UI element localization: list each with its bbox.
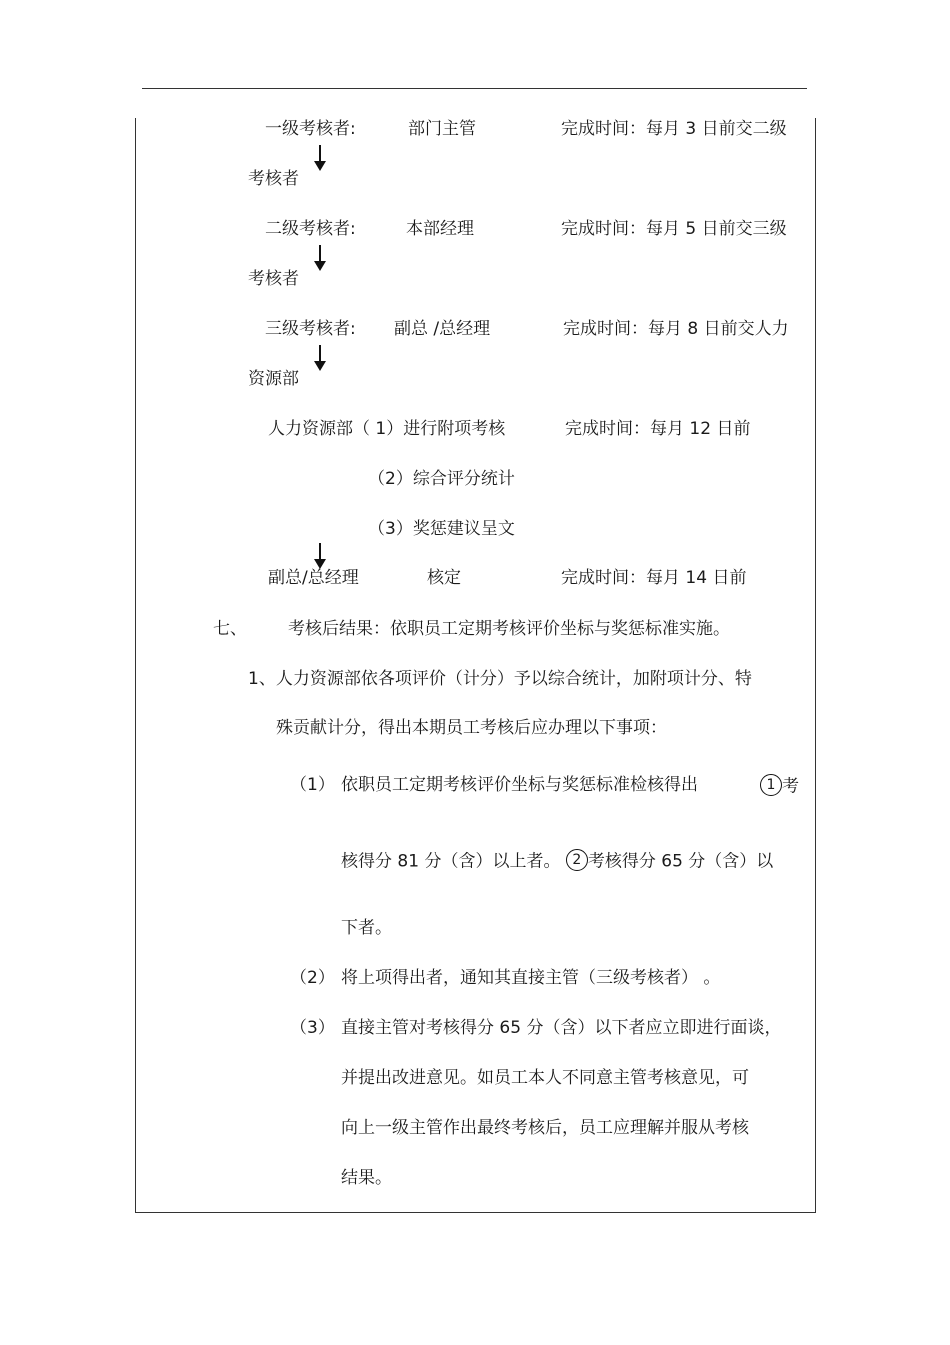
final-time: 完成时间：每月 14 日前 — [561, 568, 747, 588]
item-line: 核得分 81 分（含）以上者。 2 考核得分 65 分（含）以 — [341, 852, 773, 871]
final-role: 核定 — [427, 568, 461, 588]
level2-role: 本部经理 — [406, 219, 474, 239]
paragraph-line: 殊贡献计分，得出本期员工考核后应办理以下事项： — [276, 718, 667, 738]
frame-right-border — [815, 118, 816, 1213]
top-rule — [142, 88, 807, 89]
item-line: 结果。 — [341, 1168, 392, 1188]
circled-number: 1 — [760, 774, 782, 796]
hr-item-3: （3）奖惩建议呈文 — [368, 519, 515, 539]
item-line: 直接主管对考核得分 65 分（含）以下者应立即进行面谈， — [341, 1018, 782, 1038]
down-arrow-icon — [314, 145, 326, 171]
level1-time: 完成时间：每月 3 日前交二级 — [561, 119, 787, 139]
item-line-tail: 1 考 — [760, 777, 799, 796]
hr-label: 人力资源部（ 1）进行附项考核 — [268, 419, 506, 439]
item-number: （2） — [290, 968, 335, 988]
final-label: 副总/总经理 — [268, 568, 359, 588]
down-arrow-icon — [314, 345, 326, 371]
hr-time: 完成时间：每月 12 日前 — [565, 419, 751, 439]
level1-role: 部门主管 — [408, 119, 476, 139]
section-number: 七、 — [213, 619, 247, 639]
circled-number: 2 — [566, 849, 588, 871]
level1-wrap: 考核者 — [248, 169, 299, 189]
down-arrow-icon — [314, 543, 326, 569]
item-line: 将上项得出者，通知其直接主管（三级考核者） 。 — [341, 968, 721, 988]
section-heading: 考核后结果：依职员工定期考核评价坐标与奖惩标准实施。 — [288, 619, 730, 639]
frame-bottom-border — [135, 1212, 816, 1213]
level2-time: 完成时间：每月 5 日前交三级 — [561, 219, 787, 239]
level3-label: 三级考核者: — [265, 319, 356, 339]
level1-label: 一级考核者: — [265, 119, 356, 139]
level2-wrap: 考核者 — [248, 269, 299, 289]
frame-left-border — [135, 118, 136, 1213]
paragraph-line: 1、人力资源部依各项评价（计分）予以综合统计，加附项计分、特 — [248, 669, 752, 689]
level3-role: 副总 /总经理 — [394, 319, 491, 339]
down-arrow-icon — [314, 245, 326, 271]
level3-wrap: 资源部 — [248, 369, 299, 389]
level3-time: 完成时间：每月 8 日前交人力 — [563, 319, 789, 339]
item-line: 并提出改进意见。如员工本人不同意主管考核意见，可 — [341, 1068, 749, 1088]
hr-item-2: （2）综合评分统计 — [368, 469, 515, 489]
item-line: 向上一级主管作出最终考核后，员工应理解并服从考核 — [341, 1118, 749, 1138]
item-number: （3） — [290, 1018, 335, 1038]
item-number: （1） — [290, 775, 335, 795]
item-line: 下者。 — [341, 918, 392, 938]
item-line: 依职员工定期考核评价坐标与奖惩标准检核得出 — [341, 775, 698, 795]
level2-label: 二级考核者: — [265, 219, 356, 239]
